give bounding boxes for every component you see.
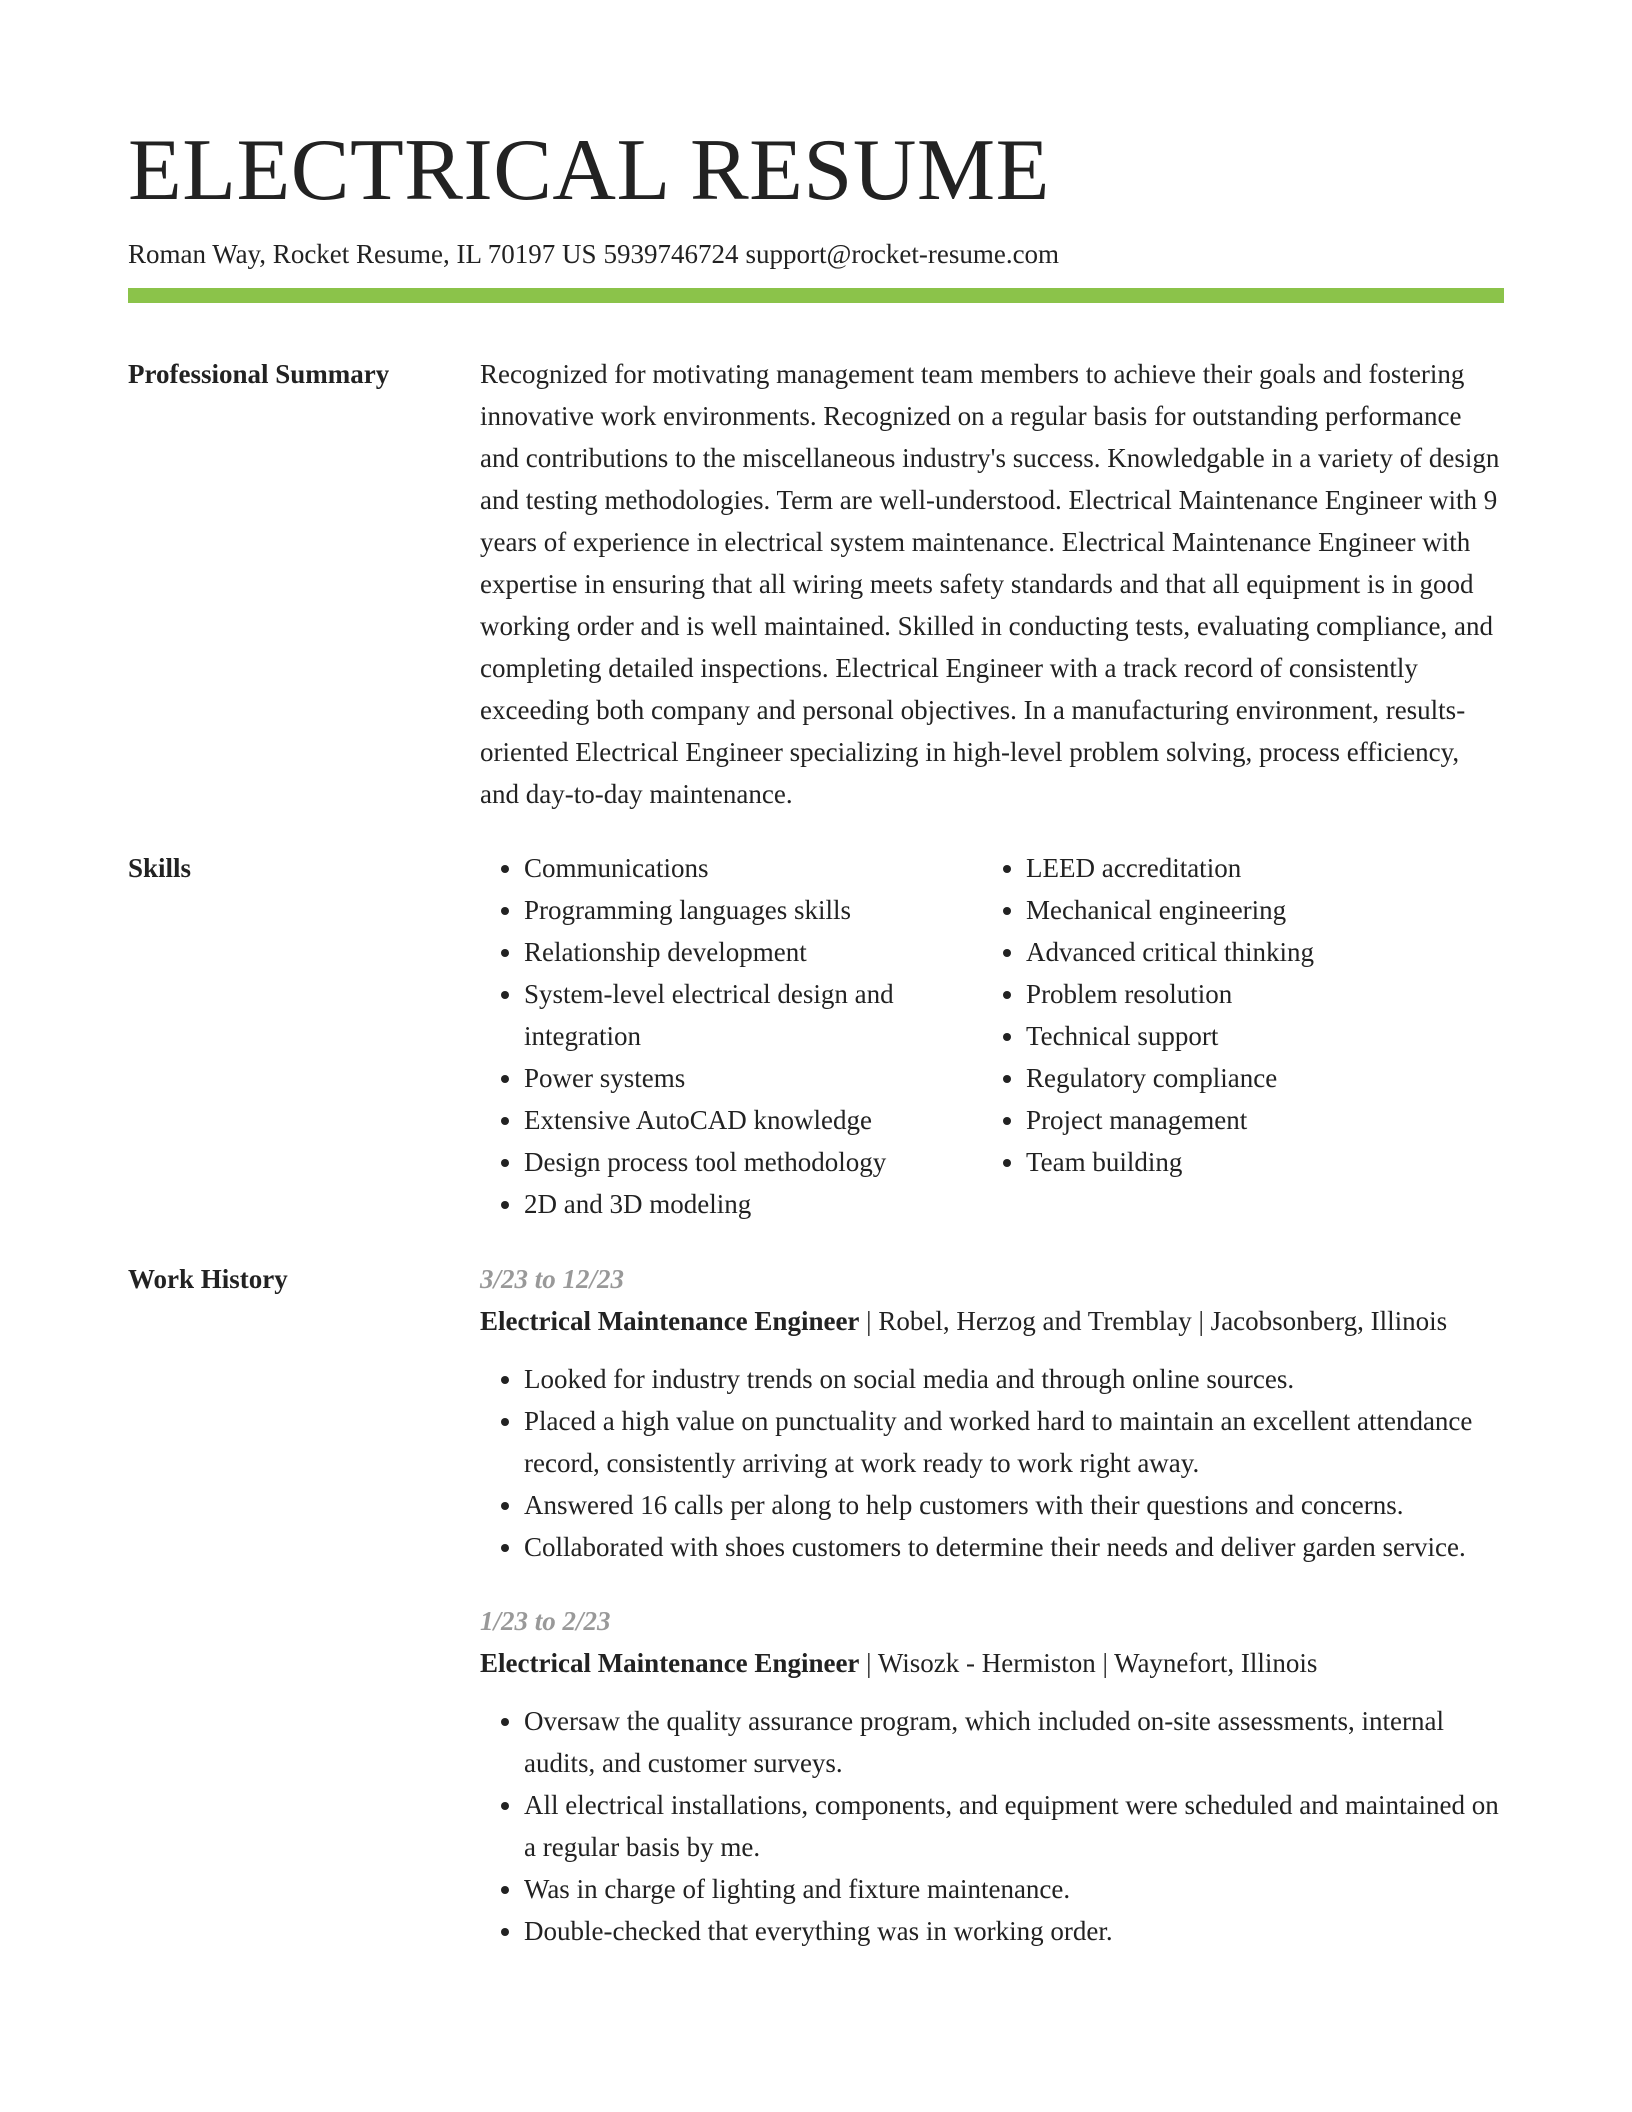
skill-item: • Advanced critical thinking: [1026, 931, 1504, 973]
skill-item: • System-level electrical design and integration: [524, 973, 982, 1057]
skill-item: • LEED accreditation: [1026, 847, 1504, 889]
contact-phone: 5939746724: [603, 239, 739, 269]
job-title: Electrical Maintenance Engineer: [480, 1306, 860, 1336]
job-bullet: • Placed a high value on punctuality and worked hard to maintain an excellent attendance record, consistently arriving at work ready to work right away.: [524, 1400, 1504, 1484]
job-bullet: • Collaborated with shoes customers to determine their needs and deliver garden service.: [524, 1526, 1504, 1568]
skill-item: • 2D and 3D modeling: [524, 1183, 982, 1225]
job-bullet: • Answered 16 calls per along to help customers with their questions and concerns.: [524, 1484, 1504, 1526]
skills-section: [128, 847, 1504, 1225]
job-heading: [480, 1300, 1504, 1342]
job-bullets: [480, 1700, 1504, 1952]
job-title: Electrical Maintenance Engineer: [480, 1648, 860, 1678]
work-history-section: [128, 1258, 1504, 1952]
skill-item: • Team building: [1026, 1141, 1504, 1183]
resume-title: ELECTRICAL RESUME: [128, 122, 1050, 219]
skill-item: • Project management: [1026, 1099, 1504, 1141]
skill-item: • Power systems: [524, 1057, 982, 1099]
accent-divider: [128, 288, 1504, 303]
skill-item: • Design process tool methodology: [524, 1141, 982, 1183]
skill-item: • Regulatory compliance: [1026, 1057, 1504, 1099]
job-bullet: • Was in charge of lighting and fixture maintenance.: [524, 1868, 1504, 1910]
job-dates: 1/23 to 2/23: [480, 1606, 611, 1636]
job-bullet: • Looked for industry trends on social media and through online sources.: [524, 1358, 1504, 1400]
skill-item: • Communications: [524, 847, 982, 889]
skill-item: • Mechanical engineering: [1026, 889, 1504, 931]
skill-item: • Programming languages skills: [524, 889, 982, 931]
skill-item: • Extensive AutoCAD knowledge: [524, 1099, 982, 1141]
job-heading: [480, 1642, 1504, 1684]
job-entry: [480, 1600, 1504, 1952]
skill-item: • Relationship development: [524, 931, 982, 973]
summary-heading: Professional Summary: [128, 359, 390, 389]
skills-columns: [480, 847, 1504, 1225]
job-entry: [480, 1258, 1504, 1568]
job-details: | Wisozk - Hermiston | Waynefort, Illinois: [859, 1648, 1318, 1678]
skills-heading: Skills: [128, 853, 192, 883]
skill-item: • Problem resolution: [1026, 973, 1504, 1015]
job-bullets: [480, 1358, 1504, 1568]
summary-text: Recognized for motivating management team members to achieve their goals and fostering innovative work environments. Recognized on a regular basis for outstanding performance and contributions to the miscellaneous industry's success. Knowledgable in a variety of design and testing methodologies. Term are well-understood. Electrical Maintenance Engineer with 9 years of experience in electrical system maintenance. Electrical Maintenance Engineer with expertise in ensuring that all wiring meets safety standards and that all equipment is in good working order and is well maintained. Skilled in conducting tests, evaluating compliance, and completing detailed inspections. Electrical Engineer with a track record of consistently exceeding both company and personal objectives. In a manufacturing environment, results-oriented Electrical Engineer specializing in high-level problem solving, process efficiency, and day-to-day maintenance.: [480, 359, 1500, 809]
skill-item: • Technical support: [1026, 1015, 1504, 1057]
skills-list-right: [982, 847, 1504, 1225]
work-history-heading: Work History: [128, 1264, 288, 1294]
skills-list-left: [480, 847, 982, 1225]
job-bullet: • All electrical installations, components, and equipment were scheduled and maintained on a regular basis by me.: [524, 1784, 1504, 1868]
job-bullet: • Double-checked that everything was in working order.: [524, 1910, 1504, 1952]
contact-line: [128, 234, 1504, 274]
job-bullet: • Oversaw the quality assurance program, which included on-site assessments, internal audits, and customer surveys.: [524, 1700, 1504, 1784]
job-dates: 3/23 to 12/23: [480, 1264, 625, 1294]
contact-email: support@rocket-resume.com: [745, 239, 1060, 269]
summary-section: [128, 353, 1504, 815]
job-details: | Robel, Herzog and Tremblay | Jacobsonberg, Illinois: [859, 1306, 1448, 1336]
contact-address: Roman Way, Rocket Resume, IL 70197 US: [128, 239, 597, 269]
